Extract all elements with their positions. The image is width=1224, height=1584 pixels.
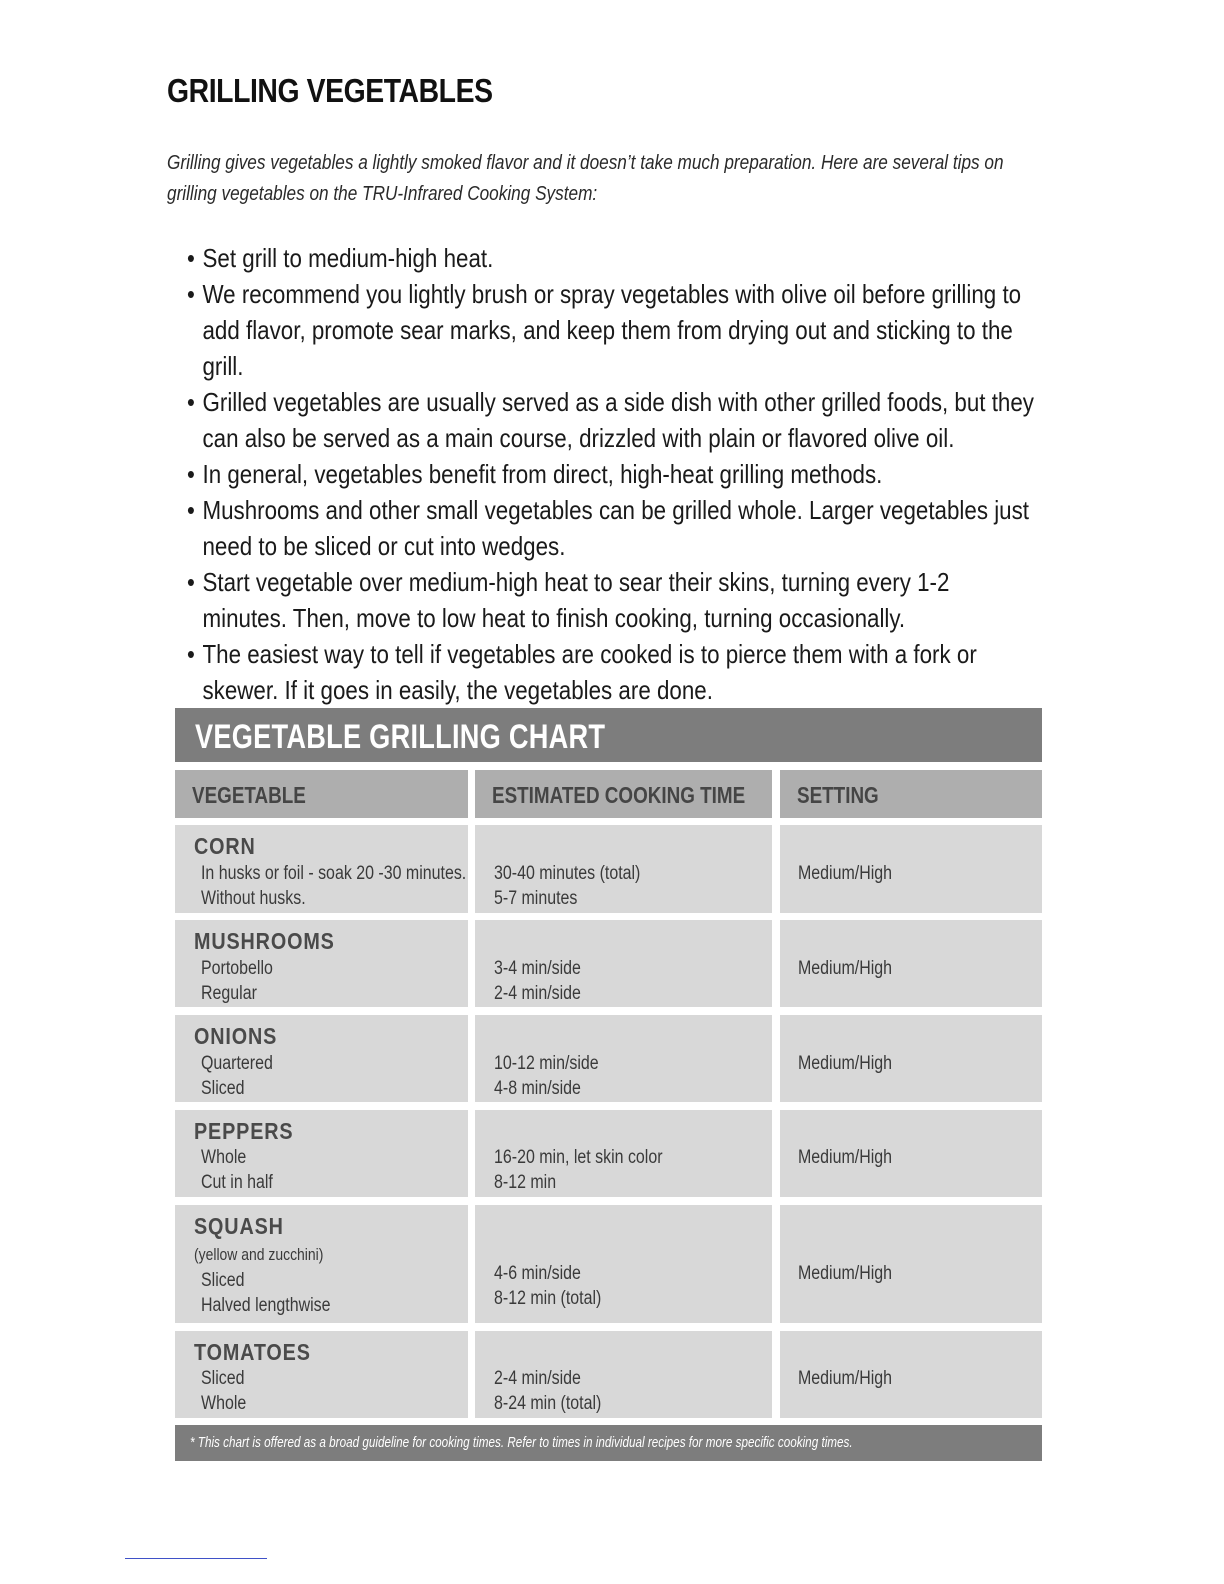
heat-setting: Medium/High (798, 863, 893, 884)
page-title: GRILLING VEGETABLES (167, 72, 493, 109)
cooking-time: 8-24 min (total) (494, 1393, 602, 1414)
cooking-time: 16-20 min, let skin color (494, 1147, 663, 1168)
vegetable-variant: Whole (201, 1147, 247, 1168)
chart-title: VEGETABLE GRILLING CHART (195, 718, 606, 756)
heat-setting: Medium/High (798, 1368, 893, 1389)
table-row-time (475, 920, 772, 1007)
table-row-setting (780, 1331, 1042, 1418)
table-row-vegetable (175, 1015, 468, 1102)
table-row-vegetable (175, 1205, 468, 1323)
chart-footnote: * This chart is offered as a broad guideline for cooking times. Refer to times in individual recipes for more specific cooking times. (190, 1434, 853, 1451)
table-row-setting (780, 1205, 1042, 1323)
cooking-time: 8-12 min (494, 1172, 557, 1193)
vegetable-variant: Portobello (201, 958, 273, 979)
heat-setting: Medium/High (798, 1147, 893, 1168)
header-cooking-time (475, 770, 772, 818)
page-divider (125, 1558, 267, 1559)
vegetable-variant: Cut in half (201, 1172, 273, 1193)
vegetable-variant: Halved lengthwise (201, 1295, 331, 1316)
cooking-time: 4-8 min/side (494, 1078, 581, 1099)
cooking-time: 4-6 min/side (494, 1263, 581, 1284)
vegetable-name: CORN (194, 833, 256, 859)
table-row-setting (780, 825, 1042, 913)
heat-setting: Medium/High (798, 1053, 893, 1074)
cooking-time: 10-12 min/side (494, 1053, 599, 1074)
table-row-time (475, 1205, 772, 1323)
vegetable-variant: Without husks. (201, 888, 306, 909)
vegetable-name: SQUASH (194, 1213, 284, 1239)
vegetable-name: PEPPERS (194, 1118, 294, 1144)
vegetable-variant: Whole (201, 1393, 247, 1414)
vegetable-name: MUSHROOMS (194, 928, 335, 954)
table-row-vegetable (175, 920, 468, 1007)
vegetable-variant: Sliced (201, 1368, 245, 1389)
header-vegetable-label: VEGETABLE (192, 782, 306, 808)
cooking-time: 2-4 min/side (494, 1368, 581, 1389)
table-row-vegetable (175, 825, 468, 913)
cooking-time: 8-12 min (total) (494, 1288, 602, 1309)
vegetable-variant: In husks or foil - soak 20 -30 minutes. (201, 863, 467, 884)
heat-setting: Medium/High (798, 1263, 893, 1284)
tip-item: • In general, vegetables benefit from direct, high-heat grilling methods. (187, 456, 1038, 492)
header-vegetable (175, 770, 468, 818)
tip-item: • Mushrooms and other small vegetables can be grilled whole. Larger vegetables just need to be sliced or cut into wedges. (187, 492, 1038, 564)
cooking-time: 5-7 minutes (494, 888, 578, 909)
chart-title-bar (175, 708, 1042, 762)
cooking-time: 30-40 minutes (total) (494, 863, 641, 884)
table-row-time (475, 825, 772, 913)
table-row-vegetable (175, 1110, 468, 1197)
table-row-setting (780, 1015, 1042, 1102)
header-setting-label: SETTING (797, 782, 879, 808)
table-row-vegetable (175, 1331, 468, 1418)
intro-paragraph: Grilling gives vegetables a lightly smoked flavor and it doesn’t take much preparation. Here are several tips on grilling vegetables on the TRU-Infrared Cooking System: (167, 152, 1004, 205)
table-row-time (475, 1110, 772, 1197)
cooking-time: 3-4 min/side (494, 958, 581, 979)
tip-item: • Grilled vegetables are usually served as a side dish with other grilled foods, but they can also be served as a main course, drizzled with plain or flavored olive oil. (187, 384, 1038, 456)
tip-item: • Set grill to medium-high heat. (187, 240, 1038, 276)
tips-list (187, 240, 1038, 708)
header-cooking-time-label: ESTIMATED COOKING TIME (492, 782, 746, 808)
tip-item: • Start vegetable over medium-high heat to sear their skins, turning every 1-2 minutes. Then, move to low heat to finish cooking, turning occasionally. (187, 564, 1038, 636)
table-row-setting (780, 920, 1042, 1007)
header-setting (780, 770, 1042, 818)
vegetable-note: (yellow and zucchini) (194, 1245, 324, 1264)
vegetable-variant: Sliced (201, 1270, 245, 1291)
table-row-time (475, 1015, 772, 1102)
heat-setting: Medium/High (798, 958, 893, 979)
vegetable-variant: Quartered (201, 1053, 273, 1074)
vegetable-name: TOMATOES (194, 1339, 311, 1365)
table-row-setting (780, 1110, 1042, 1197)
tip-item: • The easiest way to tell if vegetables are cooked is to pierce them with a fork or skewer. If it goes in easily, the vegetables are done. (187, 636, 1038, 708)
vegetable-variant: Sliced (201, 1078, 245, 1099)
tip-item: • We recommend you lightly brush or spray vegetables with olive oil before grilling to add flavor, promote sear marks, and keep them from drying out and sticking to the grill. (187, 276, 1038, 384)
vegetable-name: ONIONS (194, 1023, 278, 1049)
cooking-time: 2-4 min/side (494, 983, 581, 1004)
chart-footnote-bar (175, 1425, 1042, 1461)
table-row-time (475, 1331, 772, 1418)
vegetable-variant: Regular (201, 983, 257, 1004)
